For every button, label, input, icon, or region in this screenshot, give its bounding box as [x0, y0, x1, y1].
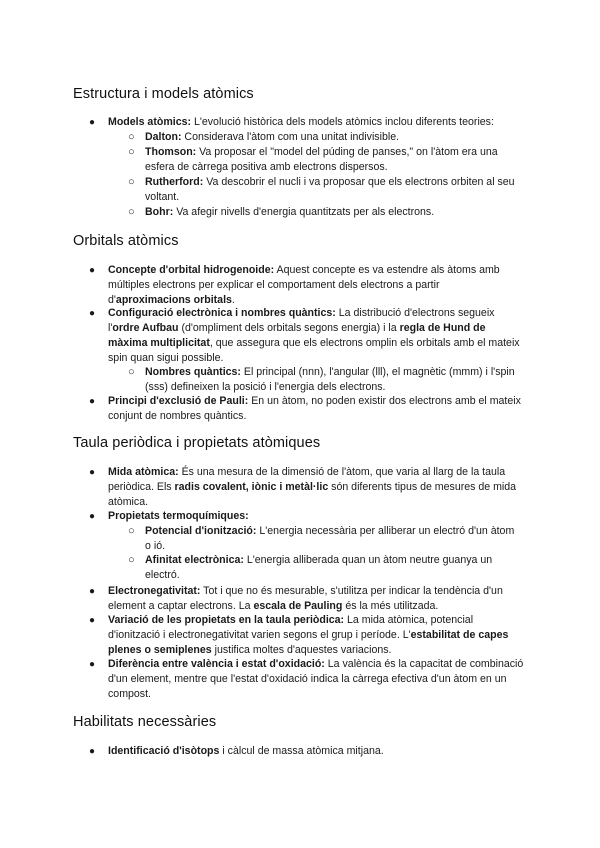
heading-estructura: Estructura i models atòmics — [73, 86, 254, 102]
bullet-filled: ● — [89, 308, 96, 319]
list-item-propietats-termoquimiques: Propietats termoquímiques: — [108, 510, 249, 522]
bullet-hollow: ○ — [128, 525, 135, 537]
sublist-item-afinitat-electronica: Afinitat electrònica: L'energia alliberada quan un àtom neutre guanya un electró. — [145, 554, 493, 581]
heading-orbitals: Orbitals atòmics — [73, 233, 179, 249]
list-item-models-atomics: Models atòmics: L'evolució històrica dels models atòmics inclou diferents teories: — [108, 116, 494, 128]
bullet-filled: ● — [89, 467, 96, 478]
heading-habilitats: Habilitats necessàries — [73, 714, 217, 730]
list-item-configuracio-electronica: Configuració electrònica i nombres quàntics: La distribució d'electrons segueix l'ordre Aufbau (d'ompliment dels orbitals segons energia) i la regla de Hund de màxima multiplicitat, que assegura que els electrons omplin els orbitals amb el mateix spin quan sigui possible. — [108, 307, 520, 364]
list-item-valencia-oxidacio: Diferència entre valència i estat d'oxidació: La valència és la capacitat de combinació d'un element, mentre que l'estat d'oxidació indica la càrrega efectiva d'un àtom en un compost. — [108, 658, 524, 700]
list-item-variacio-propietats: Variació de les propietats en la taula periòdica: La mida atòmica, potencial d'ionització i electronegativitat varien segons el grup i període. L'estabilitat de capes plenes o semiplenes justifica moltes d'aquestes variacions. — [108, 614, 509, 656]
list-item-pauli: Principi d'exclusió de Pauli: En un àtom, no poden existir dos electrons amb el mateix conjunt de nombres quàntics. — [108, 395, 521, 422]
list-item-mida-atomica: Mida atòmica: És una mesura de la dimensió de l'àtom, que varia al llarg de la taula periòdica. Els radis covalent, iònic i metàl·lic són diferents tipus de mesures de mida atòmica. — [108, 466, 517, 508]
bullet-filled: ● — [89, 586, 96, 597]
bullet-filled: ● — [89, 659, 96, 670]
bullet-filled: ● — [89, 746, 96, 757]
list-item-identificacio-isotops: Identificació d'isòtops i càlcul de massa atòmica mitjana. — [108, 745, 384, 757]
sublist-item-rutherford: Rutherford: Va descobrir el nucli i va proposar que els electrons orbiten al seu voltant. — [145, 176, 515, 203]
bullet-filled: ● — [89, 396, 96, 407]
bullet-filled: ● — [89, 615, 96, 626]
bullet-filled: ● — [89, 265, 96, 276]
sublist-item-thomson: Thomson: Va proposar el "model del púding de panses," on l'àtom era una esfera de càrrega positiva amb electrons dispersos. — [145, 146, 498, 173]
bullet-filled: ● — [89, 117, 96, 128]
bullet-hollow: ○ — [128, 131, 135, 143]
bullet-hollow: ○ — [128, 554, 135, 566]
bullet-hollow: ○ — [128, 146, 135, 158]
sublist-item-dalton: Dalton: Considerava l'àtom com una unitat indivisible. — [145, 131, 400, 143]
list-item-orbital-hidrogenoide: Concepte d'orbital hidrogenoide: Aquest concepte es va estendre als àtoms amb múltiples electrons per explicar el comportament dels electrons a partir d'aproximacions orbitals. — [108, 264, 500, 306]
sublist-item-potencial-ionitzacio: Potencial d'ionització: L'energia necessària per alliberar un electró d'un àtom o ió. — [145, 525, 515, 552]
bullet-hollow: ○ — [128, 176, 135, 188]
list-item-electronegativitat: Electronegativitat: Tot i que no és mesurable, s'utilitza per indicar la tendència d'un element a captar electrons. La escala de Pauling és la més utilitzada. — [108, 585, 503, 612]
bullet-filled: ● — [89, 511, 96, 522]
heading-taula-periodica: Taula periòdica i propietats atòmiques — [73, 435, 321, 451]
sublist-item-bohr: Bohr: Va afegir nivells d'energia quantitzats per als electrons. — [145, 206, 435, 218]
sublist-item-nombres-quantics: Nombres quàntics: El principal (nnn), l'angular (lll), el magnètic (mmm) i l'spin (sss) defineixen la posició i l'energia dels electrons. — [145, 366, 515, 393]
bullet-hollow: ○ — [128, 366, 135, 378]
bullet-hollow: ○ — [128, 206, 135, 218]
